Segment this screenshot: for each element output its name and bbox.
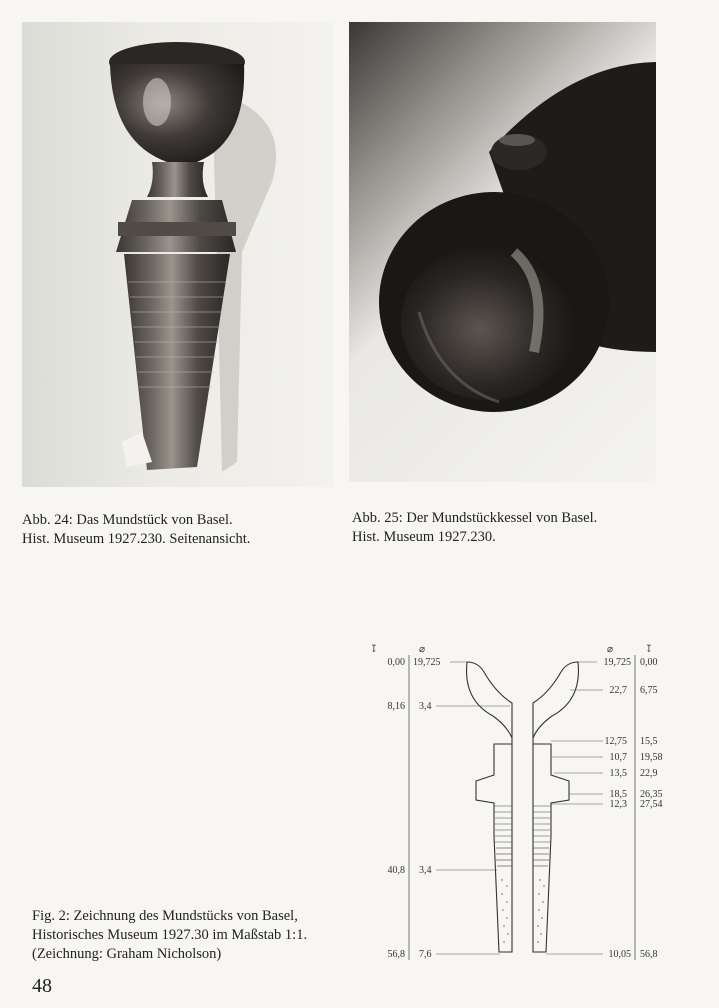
right-diameter-symbol: ⌀ — [606, 644, 614, 655]
right-diameter-label: 12,75 — [604, 736, 627, 747]
right-depth-label: 27,54 — [640, 799, 663, 810]
right-diameter-label: 22,7 — [609, 685, 627, 696]
left-depth-label: 56,8 — [387, 949, 405, 960]
right-depth-label: 22,9 — [640, 768, 658, 779]
right-depth-label: 0,00 — [640, 657, 658, 668]
left-diameter-label: 7,6 — [419, 949, 432, 960]
left-depth-label: 40,8 — [387, 865, 405, 876]
figure-24-caption-line: Hist. Museum 1927.230. Seitenansicht. — [22, 531, 251, 547]
right-diameter-label: 10,7 — [609, 752, 627, 763]
page-number: 48 — [32, 975, 52, 997]
figure-2-caption-line: Historisches Museum 1927.30 im Maßstab 1:1. — [32, 927, 308, 943]
right-depth-symbol: ↧ — [644, 644, 654, 655]
left-diameter-label: 19,725 — [413, 657, 441, 668]
mouthpiece-section-right — [533, 662, 578, 952]
figure-2-caption — [32, 907, 307, 964]
figure-2-caption-line: Fig. 2: Zeichnung des Mundstücks von Basel, — [32, 908, 298, 924]
right-diameter-label: 10,05 — [608, 949, 631, 960]
right-depth-label: 15,5 — [640, 736, 658, 747]
figure-25-caption-line: Hist. Museum 1927.230. — [352, 529, 496, 545]
mouthpiece-section-left — [467, 662, 512, 952]
figure-2-caption-line: (Zeichnung: Graham Nicholson) — [32, 946, 222, 962]
figure-25-caption-line: Abb. 25: Der Mundstückkessel von Basel. — [352, 510, 598, 526]
right-diameter-label: 13,5 — [609, 768, 627, 779]
figure-24-caption-line: Abb. 24: Das Mundstück von Basel. — [22, 512, 233, 528]
right-diameter-label: 12,3 — [609, 799, 627, 810]
left-diameter-label: 3,4 — [419, 701, 432, 712]
left-diameter-symbol: ⌀ — [418, 644, 426, 655]
right-depth-label: 19,58 — [640, 752, 663, 763]
left-depth-label: 0,00 — [387, 657, 405, 668]
left-depth-label: 8,16 — [387, 701, 405, 712]
right-diameter-label: 19,725 — [603, 657, 631, 668]
right-depth-label: 26,35 — [640, 789, 663, 800]
left-diameter-label: 3,4 — [419, 865, 432, 876]
right-diameter-label: 18,5 — [609, 789, 627, 800]
left-depth-symbol: ↧ — [369, 644, 379, 655]
right-depth-label: 56,8 — [640, 949, 658, 960]
right-depth-label: 6,75 — [640, 685, 658, 696]
